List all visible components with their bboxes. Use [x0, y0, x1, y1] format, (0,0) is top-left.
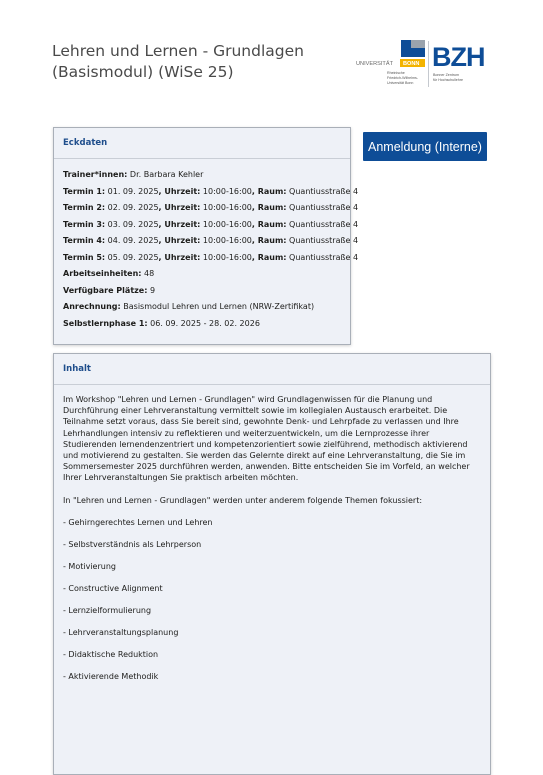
topic-item: - Constructive Alignment	[63, 584, 163, 594]
anmeldung-button[interactable]: Anmeldung (Interne)	[363, 132, 487, 161]
anrechnung-value: Basismodul Lehren und Lernen (NRW-Zertifikat)	[120, 302, 315, 311]
inhalt-paragraph: In "Lehren und Lernen - Grundlagen" werden unter anderem folgende Themen fokussiert:	[63, 495, 423, 505]
termin-label: Termin 3:	[63, 219, 106, 229]
anrechnung-row	[63, 299, 350, 316]
trainer-label: Trainer*innen:	[63, 170, 128, 179]
logo-uni-sub2: Friedrich-Wilhelms-	[387, 76, 418, 80]
raum-value: Quantiusstraße 4	[286, 219, 359, 229]
selbstlern-label: Selbstlernphase 1:	[63, 318, 148, 328]
uhrzeit-value: 10:00-16:00	[200, 219, 252, 229]
uhrzeit-label: , Uhrzeit:	[158, 219, 201, 229]
anrechnung-label: Anrechnung:	[63, 302, 121, 311]
plaetze-row	[63, 283, 350, 300]
page-title	[52, 41, 352, 83]
logo-uni-sub3: Universität Bonn	[387, 81, 414, 85]
logo-bzh-sub2: für Hochschullehre	[433, 78, 463, 82]
raum-label: , Raum:	[251, 186, 287, 196]
topic-item: - Motivierung	[63, 562, 116, 572]
termin-row	[63, 184, 359, 201]
raum-value: Quantiusstraße 4	[286, 236, 359, 245]
arbeitseinheiten-label: Arbeitseinheiten:	[63, 269, 142, 278]
eckdaten-facts	[54, 159, 359, 332]
termin-label: Termin 4:	[63, 236, 106, 245]
trainer-value: Dr. Barbara Kehler	[127, 170, 204, 179]
termin-row	[63, 233, 359, 250]
uhrzeit-label: , Uhrzeit:	[158, 203, 201, 212]
topic-list	[63, 517, 482, 694]
raum-label: , Raum:	[251, 236, 287, 245]
uhrzeit-value: 10:00-16:00	[200, 236, 252, 245]
page-title-line1: Lehren und Lernen - Grundlagen	[52, 42, 304, 60]
logo-universitaet-text: UNIVERSITÄT	[356, 61, 393, 67]
uni-bonn-bzh-logo	[355, 39, 491, 91]
logo-uni-sub1: Rheinische	[387, 71, 405, 75]
plaetze-label: Verfügbare Plätze:	[63, 285, 148, 295]
uhrzeit-label: , Uhrzeit:	[158, 252, 201, 262]
eckdaten-heading: Eckdaten	[54, 128, 350, 159]
raum-value: Quantiusstraße 4	[286, 203, 359, 212]
inhalt-body	[54, 385, 490, 694]
arbeitseinheiten-value: 48	[141, 269, 155, 278]
plaetze-value: 9	[147, 285, 156, 295]
eckdaten-card	[53, 127, 359, 345]
inhalt-card	[53, 353, 491, 775]
logo-bzh-text: BZH	[432, 42, 485, 72]
uhrzeit-label: , Uhrzeit:	[158, 236, 201, 245]
logo-bonn-text: BONN	[403, 61, 420, 67]
uhrzeit-value: 10:00-16:00	[200, 252, 252, 262]
logo-bzh-sub1: Bonner Zentrum	[433, 73, 459, 77]
raum-value: Quantiusstraße 4	[286, 186, 359, 196]
raum-value: Quantiusstraße 4	[286, 252, 359, 262]
topic-item: - Lehrveranstaltungsplanung	[63, 628, 179, 638]
termin-date: 05. 09. 2025	[105, 252, 159, 262]
topic-item: - Selbstverständnis als Lehrperson	[63, 539, 202, 549]
termin-row	[63, 200, 359, 217]
topic-item: - Didaktische Reduktion	[63, 650, 159, 660]
topic-item: - Aktivierende Methodik	[63, 672, 159, 682]
arbeitseinheiten-row	[63, 266, 350, 283]
termin-label: Termin 1:	[63, 186, 106, 196]
raum-label: , Raum:	[251, 252, 287, 262]
termin-row	[63, 250, 359, 267]
raum-label: , Raum:	[251, 219, 287, 229]
termin-date: 02. 09. 2025	[105, 203, 159, 212]
trainer-row	[63, 167, 350, 184]
termin-date: 03. 09. 2025	[105, 219, 159, 229]
selbstlern-row	[63, 316, 350, 333]
uhrzeit-value: 10:00-16:00	[200, 203, 252, 212]
termin-label: Termin 5:	[63, 252, 106, 262]
uhrzeit-value: 10:00-16:00	[200, 186, 252, 196]
inhalt-paragraph: Im Workshop "Lehren und Lernen - Grundlagen" wird Grundlagenwissen für die Planung und Durchführung einer Lehrveranstaltung vermittelt sowie im kollegialen Austausch erarbeitet. Die Teilnahme setzt voraus, dass Sie bereit sind, gewohnte Denk- und Lehrpfade zu verlassen und Ihre Lehrhandlungen intensiv zu reflektieren und weiterzuentwickeln, um die Lernprozesse ihrer Studierenden lernendenzentriert und kompetenzorientiert sowie zielführend, methodisch aktivierend und motivierend zu gestalten. Sie werden das Gelernte direkt auf eine Lehrveranstaltung, die Sie im Sommersemester 2025 durchführen werden, anwenden. Bitte entscheiden Sie im Vorfeld, an welcher Ihrer Lehrveranstaltungen Sie praktisch arbeiten möchten.	[63, 395, 470, 483]
raum-label: , Raum:	[251, 203, 287, 212]
page-title-line2: (Basismodul) (WiSe 25)	[52, 63, 234, 81]
termin-row	[63, 217, 359, 234]
termin-label: Termin 2:	[63, 203, 106, 212]
termin-date: 04. 09. 2025	[105, 236, 159, 245]
selbstlern-value: 06. 09. 2025 - 28. 02. 2026	[147, 318, 260, 328]
termin-date: 01. 09. 2025	[105, 186, 159, 196]
topic-item: - Gehirngerechtes Lernen und Lehren	[63, 517, 213, 527]
uhrzeit-label: , Uhrzeit:	[158, 186, 201, 196]
topic-item: - Lernzielformulierung	[63, 606, 152, 616]
inhalt-heading: Inhalt	[54, 354, 490, 385]
